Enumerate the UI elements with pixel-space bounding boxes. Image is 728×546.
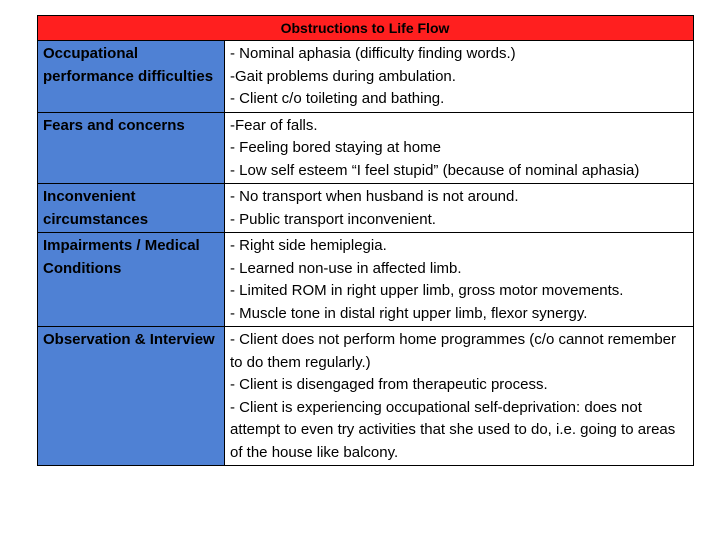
- table-title: Obstructions to Life Flow: [38, 16, 694, 41]
- row-label-impairments: Impairments / Medical Conditions: [38, 233, 225, 327]
- row-label-inconvenient-circumstances: Inconvenient circumstances: [38, 184, 225, 233]
- table-header-row: [38, 16, 694, 41]
- content-line: - No transport when husband is not around.: [230, 188, 519, 205]
- row-content-occupational-performance: [225, 41, 694, 113]
- row-label-observation-interview: Observation & Interview: [38, 327, 225, 466]
- row-label-occupational-performance: Occupational performance difficulties: [38, 41, 225, 113]
- row-content-observation-interview: [225, 327, 694, 466]
- table-row: [38, 184, 694, 233]
- content-line: - Right side hemiplegia.: [230, 237, 387, 254]
- content-line: - Low self esteem “I feel stupid” (because of nominal aphasia): [230, 161, 640, 179]
- content-line: -Fear of falls.: [230, 116, 318, 134]
- content-line: - Client does not perform home programmes (c/o cannot remember to do them regularly.): [230, 331, 677, 371]
- obstructions-table: [37, 15, 694, 466]
- content-line: - Public transport inconvenient.: [230, 210, 436, 228]
- row-content-impairments: [225, 233, 694, 327]
- row-content-fears-concerns: [225, 112, 694, 184]
- content-line: - Limited ROM in right upper limb, gross motor movements.: [230, 282, 624, 299]
- content-line: - Feeling bored staying at home: [230, 139, 441, 156]
- content-line: - Client c/o toileting and bathing.: [230, 90, 445, 107]
- content-line: - Client is disengaged from therapeutic process.: [230, 376, 548, 393]
- row-label-fears-concerns: Fears and concerns: [38, 112, 225, 184]
- content-line: - Client is experiencing occupational self-deprivation: does not attempt to even try activities that she used to do, i.e. going to areas of the house like balcony.: [230, 398, 676, 461]
- table-row: [38, 233, 694, 327]
- table-row: [38, 112, 694, 184]
- content-line: - Muscle tone in distal right upper limb, flexor synergy.: [230, 304, 588, 322]
- content-line: - Nominal aphasia (difficulty finding words.): [230, 45, 516, 62]
- table-row: [38, 41, 694, 113]
- row-content-inconvenient-circumstances: [225, 184, 694, 233]
- content-line: - Learned non-use in affected limb.: [230, 259, 462, 277]
- content-line: -Gait problems during ambulation.: [230, 67, 456, 85]
- table-row: [38, 327, 694, 466]
